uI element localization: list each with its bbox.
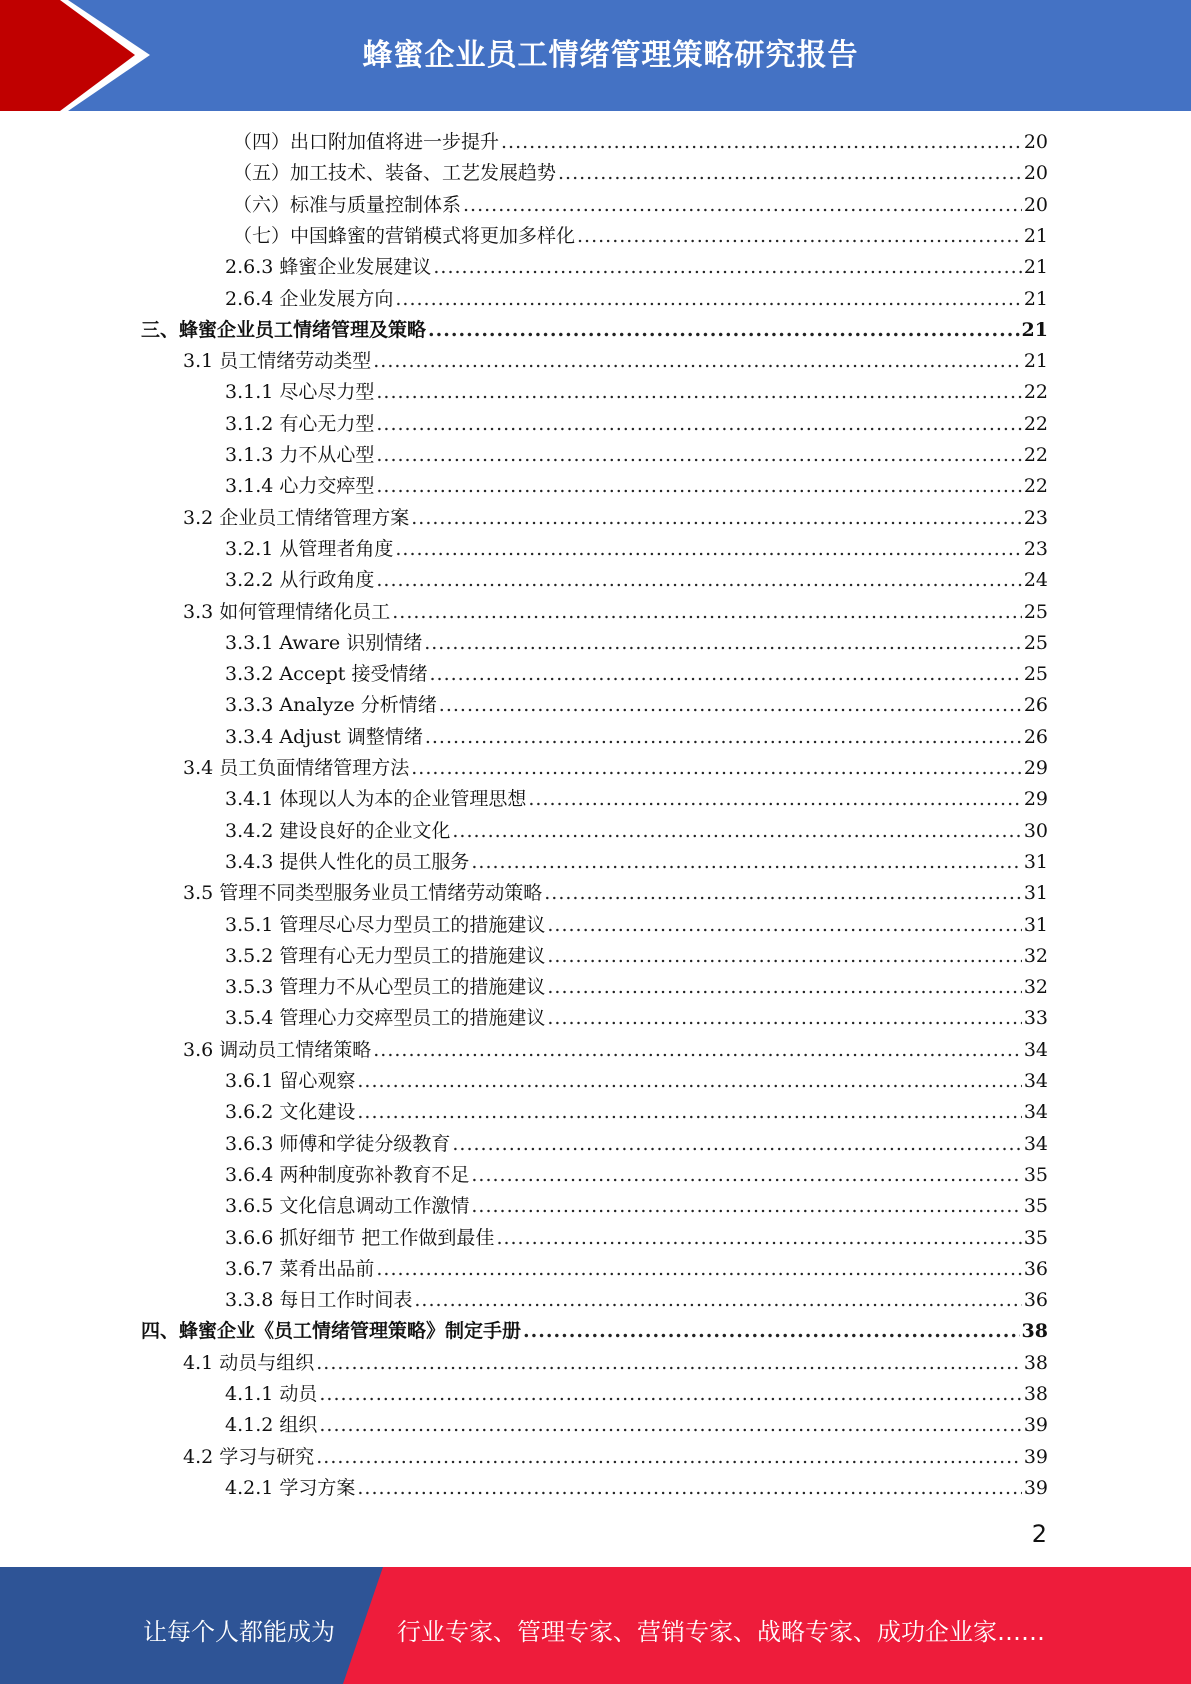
toc-leader-dots (496, 1227, 1021, 1249)
toc-entry[interactable] (225, 1160, 1048, 1191)
toc-entry-page: 21 (1023, 350, 1048, 373)
toc-entry[interactable] (225, 972, 1048, 1003)
toc-leader-dots (376, 413, 1021, 435)
toc-entry-page: 20 (1023, 162, 1048, 185)
toc-leader-dots (414, 1289, 1021, 1311)
toc-leader-dots (424, 632, 1022, 654)
toc-entry-title: 3.2 企业员工情绪管理方案 (183, 506, 410, 529)
toc-entry-title: 4.2 学习与研究 (183, 1445, 315, 1468)
toc-entry-page: 36 (1023, 1257, 1048, 1280)
toc-entry-page: 25 (1023, 631, 1048, 654)
toc-entry[interactable] (225, 1254, 1048, 1285)
toc-entry[interactable] (225, 377, 1048, 408)
toc-entry[interactable] (233, 158, 1048, 189)
toc-entry[interactable] (225, 1379, 1048, 1410)
toc-entry-title: 3.6.6 抓好细节 把工作做到最佳 (225, 1226, 495, 1249)
toc-entry-page: 35 (1023, 1163, 1048, 1186)
toc-entry-page: 20 (1023, 131, 1048, 153)
toc-entry-page: 22 (1023, 444, 1048, 466)
toc-leader-dots (376, 475, 1021, 497)
toc-leader-dots (357, 1101, 1021, 1123)
toc-entry-page: 38 (1023, 1383, 1048, 1405)
toc-entry[interactable] (225, 1223, 1048, 1254)
toc-entry-page: 34 (1023, 1070, 1048, 1092)
toc-entry[interactable] (225, 1097, 1048, 1128)
toc-entry[interactable] (225, 659, 1048, 690)
toc-leader-dots (528, 788, 1021, 810)
toc-entry-title: （四）出口附加值将进一步提升 (233, 131, 500, 153)
toc-entry-page: 35 (1023, 1226, 1048, 1249)
toc-leader-dots (428, 319, 1020, 341)
toc-entry[interactable] (225, 440, 1048, 471)
toc-leader-dots (547, 976, 1021, 998)
toc-entry-title: 3.6.3 师傅和学徒分级教育 (225, 1132, 451, 1155)
toc-leader-dots (373, 1039, 1022, 1061)
toc-entry-page: 25 (1023, 600, 1048, 623)
toc-entry-page: 34 (1023, 1038, 1048, 1061)
toc-entry-page: 29 (1023, 757, 1048, 779)
toc-entry-title: 3.6.4 两种制度弥补教育不足 (225, 1163, 470, 1186)
toc-entry-page: 22 (1023, 412, 1048, 435)
toc-entry[interactable] (225, 628, 1048, 659)
toc-leader-dots (544, 882, 1022, 904)
toc-entry[interactable] (225, 1066, 1048, 1097)
toc-leader-dots (395, 538, 1021, 560)
toc-entry-title: 3.1.1 尽心尽力型 (225, 381, 375, 404)
toc-entry-title: （六）标准与质量控制体系 (233, 193, 462, 216)
toc-entry-page: 21 (1021, 318, 1048, 341)
toc-entry-page: 23 (1023, 537, 1048, 560)
toc-entry[interactable] (225, 471, 1048, 502)
toc-entry-title: 3.2.2 从行政角度 (225, 569, 375, 592)
toc-entry-page: 38 (1021, 1320, 1048, 1343)
toc-entry-title: 3.6.1 留心观察 (225, 1070, 356, 1092)
toc-entry-title: 3.6.5 文化信息调动工作激情 (225, 1195, 470, 1218)
toc-entry-page: 22 (1023, 475, 1048, 498)
toc-entry-title: 3.5.3 管理力不从心型员工的措施建议 (225, 976, 546, 999)
toc-entry-title: 4.1.2 组织 (225, 1414, 318, 1437)
toc-leader-dots (316, 1352, 1022, 1374)
toc-entry-page: 24 (1023, 569, 1048, 592)
toc-entry-title: 3.5.2 管理有心无力型员工的措施建议 (225, 944, 546, 967)
toc-entry-page: 30 (1023, 819, 1048, 842)
toc-entry-title: 3.3 如何管理情绪化员工 (183, 600, 391, 623)
toc-entry-title: 3.6.2 文化建设 (225, 1101, 356, 1124)
toc-leader-dots (558, 162, 1022, 184)
toc-entry[interactable] (225, 784, 1048, 815)
toc-entry-title: 3.3.3 Analyze 分析情绪 (225, 694, 437, 717)
toc-leader-dots (577, 225, 1022, 247)
toc-entry-title: 3.5 管理不同类型服务业员工情绪劳动策略 (183, 882, 543, 905)
footer-slogan-right: 行业专家、管理专家、营销专家、战略专家、成功企业家…… (397, 1618, 1045, 1646)
toc-leader-dots (319, 1414, 1021, 1436)
toc-entry-title: 3.3.8 每日工作时间表 (225, 1289, 413, 1312)
toc-entry-title: 3.4.3 提供人性化的员工服务 (225, 850, 470, 873)
toc-leader-dots (373, 350, 1022, 372)
toc-entry-page: 29 (1023, 788, 1048, 811)
toc-entry-title: 3.3.1 Aware 识别情绪 (225, 631, 423, 654)
toc-entry-title: 3.4.2 建设良好的企业文化 (225, 819, 451, 842)
toc-entry[interactable] (225, 690, 1048, 721)
toc-leader-dots (319, 1383, 1021, 1405)
toc-entry[interactable] (225, 1473, 1048, 1504)
toc-entry[interactable] (225, 534, 1048, 565)
toc-leader-dots (547, 1007, 1021, 1029)
toc-leader-dots (547, 914, 1021, 936)
toc-entry-page: 21 (1023, 224, 1048, 247)
toc-entry[interactable] (225, 252, 1048, 283)
toc-leader-dots (316, 1446, 1022, 1468)
toc-entry-page: 31 (1023, 882, 1048, 905)
toc-entry-page: 36 (1023, 1289, 1048, 1312)
toc-entry-title: 2.6.3 蜂蜜企业发展建议 (225, 256, 432, 279)
toc-entry-title: 3.1.4 心力交瘁型 (225, 475, 375, 498)
page-number: 2 (1031, 1520, 1047, 1548)
footer-slogan-left: 让每个人都能成为 (143, 1618, 335, 1646)
toc-entry[interactable] (225, 816, 1048, 847)
toc-entry[interactable] (183, 346, 1048, 377)
toc-entry-page: 32 (1023, 944, 1048, 967)
toc-entry-title: 四、蜂蜜企业《员工情绪管理策略》制定手册 (141, 1320, 522, 1343)
toc-entry[interactable] (233, 127, 1048, 158)
toc-entry-title: 3.4 员工负面情绪管理方法 (183, 757, 410, 779)
toc-leader-dots (439, 694, 1022, 716)
toc-entry-title: 3.1.2 有心无力型 (225, 412, 375, 435)
toc-entry-page: 34 (1023, 1132, 1048, 1155)
page-header (0, 0, 1191, 111)
toc-leader-dots (392, 601, 1022, 623)
toc-leader-dots (463, 194, 1022, 216)
toc-entry[interactable] (183, 878, 1048, 909)
toc-entry-page: 35 (1023, 1195, 1048, 1218)
toc-entry-title: 3.2.1 从管理者角度 (225, 537, 394, 560)
header-title: 蜂蜜企业员工情绪管理策略研究报告 (362, 38, 859, 73)
toc-entry[interactable] (225, 409, 1048, 440)
toc-entry[interactable] (183, 597, 1048, 628)
toc-entry[interactable] (225, 722, 1048, 753)
toc-entry[interactable] (225, 1191, 1048, 1222)
toc-entry-page: 32 (1023, 976, 1048, 999)
toc-entry-page: 34 (1023, 1101, 1048, 1124)
toc-entry-page: 31 (1023, 913, 1048, 936)
toc-entry[interactable] (183, 503, 1048, 534)
toc-entry-title: 3.5.4 管理心力交瘁型员工的措施建议 (225, 1007, 546, 1030)
toc-leader-dots (411, 507, 1022, 529)
toc-entry-title: 3.4.1 体现以人为本的企业管理思想 (225, 788, 527, 811)
toc-leader-dots (376, 381, 1021, 403)
toc-entry[interactable] (183, 1348, 1048, 1379)
toc-entry-page: 25 (1023, 663, 1048, 686)
toc-entry-title: 三、蜂蜜企业员工情绪管理及策略 (141, 318, 427, 341)
toc-entry-title: 3.1 员工情绪劳动类型 (183, 350, 372, 373)
toc-entry-page: 38 (1023, 1351, 1048, 1374)
toc-entry-title: 3.5.1 管理尽心尽力型员工的措施建议 (225, 913, 546, 936)
toc-leader-dots (376, 569, 1021, 591)
toc-entry[interactable] (225, 1410, 1048, 1441)
toc-entry[interactable] (225, 565, 1048, 596)
toc-entry[interactable] (233, 190, 1048, 221)
toc-entry[interactable] (225, 1129, 1048, 1160)
toc-leader-dots (376, 1258, 1021, 1280)
toc-entry-title: 2.6.4 企业发展方向 (225, 287, 394, 310)
toc-entry-page: 39 (1023, 1476, 1048, 1499)
toc-leader-dots (471, 851, 1021, 873)
toc-entry-page: 26 (1023, 694, 1048, 717)
toc-entry-title: （五）加工技术、装备、工艺发展趋势 (233, 162, 557, 185)
toc-leader-dots (411, 757, 1022, 779)
toc-entry-page: 21 (1023, 287, 1048, 310)
toc-leader-dots (425, 726, 1022, 748)
toc-entry-page: 33 (1023, 1007, 1048, 1030)
toc-leader-dots (376, 444, 1021, 466)
toc-entry-page: 23 (1023, 506, 1048, 529)
toc-leader-dots (433, 256, 1021, 278)
toc-entry[interactable] (183, 1442, 1048, 1473)
toc-leader-dots (357, 1070, 1021, 1092)
page-footer (0, 1567, 1191, 1684)
toc-entry[interactable] (225, 1285, 1048, 1316)
toc-entry-page: 39 (1023, 1414, 1048, 1437)
toc-entry-title: 4.1 动员与组织 (183, 1351, 315, 1374)
toc-leader-dots (452, 820, 1021, 842)
toc-entry-page: 26 (1023, 725, 1048, 748)
toc-entry-title: 4.1.1 动员 (225, 1383, 318, 1405)
toc-entry[interactable] (183, 753, 1048, 784)
toc-entry-page: 22 (1023, 381, 1048, 404)
toc-entry-title: （七）中国蜂蜜的营销模式将更加多样化 (233, 224, 576, 247)
toc-entry-page: 21 (1023, 256, 1048, 279)
toc-entry-title: 3.1.3 力不从心型 (225, 444, 375, 466)
toc-entry[interactable] (225, 847, 1048, 878)
toc-entry-page: 31 (1023, 850, 1048, 873)
toc-entry-title: 3.6 调动员工情绪策略 (183, 1038, 372, 1061)
toc-entry[interactable] (225, 941, 1048, 972)
toc-leader-dots (523, 1320, 1020, 1342)
toc-entry[interactable] (225, 910, 1048, 941)
toc-entry[interactable] (225, 284, 1048, 315)
toc-leader-dots (429, 663, 1021, 685)
toc-entry-title: 4.2.1 学习方案 (225, 1476, 356, 1499)
toc-leader-dots (357, 1477, 1021, 1499)
toc-leader-dots (471, 1195, 1021, 1217)
toc-entry[interactable] (141, 315, 1048, 346)
toc-entry[interactable] (183, 1035, 1048, 1066)
toc-entry-title: 3.6.7 菜肴出品前 (225, 1257, 375, 1280)
toc-entry-page: 20 (1023, 193, 1048, 216)
toc-leader-dots (501, 131, 1022, 153)
toc-leader-dots (452, 1133, 1021, 1155)
toc-leader-dots (395, 288, 1021, 310)
toc-entry[interactable] (225, 1003, 1048, 1034)
toc-entry[interactable] (141, 1316, 1048, 1347)
toc-entry[interactable] (233, 221, 1048, 252)
toc-leader-dots (547, 945, 1021, 967)
toc-leader-dots (471, 1164, 1021, 1186)
toc-entry-title: 3.3.4 Adjust 调整情绪 (225, 725, 423, 748)
toc-entry-page: 39 (1023, 1445, 1048, 1468)
toc-entry-title: 3.3.2 Accept 接受情绪 (225, 663, 428, 686)
